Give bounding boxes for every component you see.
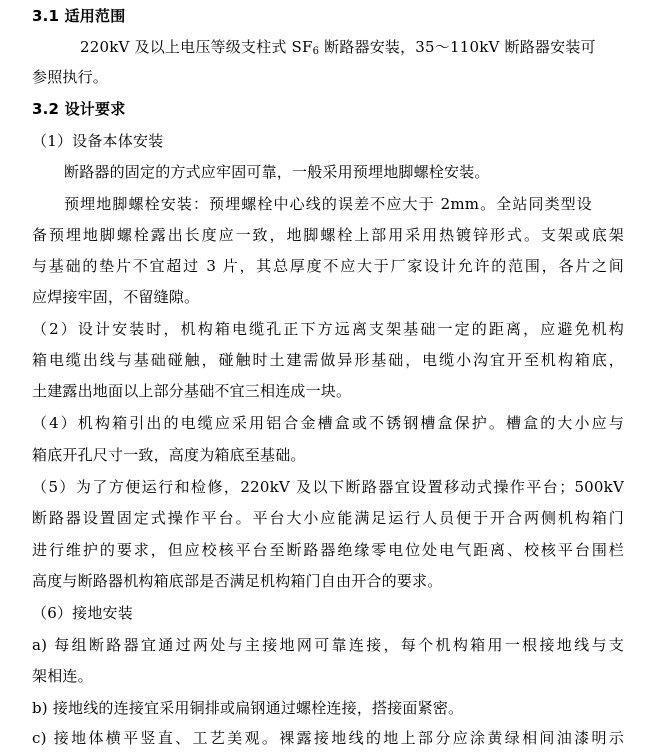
item-4-line: 箱底开孔尺寸一致，高度为箱底至基础。 [32, 446, 306, 464]
item-2-line: 土建露出地面以上部分基础不宜三相连成一块。 [32, 382, 352, 400]
section-3-2-heading: 3.2 设计要求 [32, 100, 126, 118]
item-6b-line: b) 接地线的连接宜采用铜排或扁钢通过螺栓连接，搭接面紧密。 [32, 699, 464, 717]
section-3-1-text-b: 断路器安装，35～110kV 断路器安装可 [319, 38, 596, 56]
item-4-line: （4）机构箱引出的电缆应采用铝合金槽盒或不锈钢槽盒保护。槽盒的大小应与 [32, 414, 624, 432]
item-6a-line: a) 每组断路器宜通过两处与主接地网可靠连接，每个机构箱用一根接地线与支 [32, 636, 624, 654]
item-1-paragraph-line: 断路器的固定的方式应牢固可靠，一般采用预埋地脚螺栓安装。 [64, 163, 490, 181]
section-3-1-text-line: 参照执行。 [32, 68, 109, 86]
item-6-title: （6）接地安装 [32, 604, 133, 622]
item-5-line: 高度与断路器机构箱底部是否满足机构箱门自由开合的要求。 [32, 572, 443, 590]
section-3-1-text-a: 220kV 及以上电压等级支柱式 SF [80, 38, 313, 56]
item-6a-line: 架相连。 [32, 667, 93, 685]
item-6c-line: c) 接地体横平竖直、工艺美观。裸露接地线的地上部分应涂黄绿相间油漆明示 [32, 729, 624, 747]
item-5-line: 进行维护的要求，但应校核平台至断路器绝缘零电位处电气距离、校核平台围栏 [32, 541, 624, 559]
item-1-paragraph-line: 备预埋地脚螺栓露出长度应一致，地脚螺栓上部用采用热镀锌形式。支架或底架 [32, 226, 624, 244]
item-2-line: （2）设计安装时，机构箱电缆孔正下方远离支架基础一定的距离，应避免机构 [32, 320, 624, 338]
section-3-1-text-line [80, 32, 596, 62]
item-5-line: 断路器设置固定式操作平台。平台大小应能满足运行人员便于开合两侧机构箱门 [32, 509, 624, 527]
item-1-paragraph-line: 与基础的垫片不宜超过 3 片，其总厚度不应大于厂家设计允许的范围，各片之间 [32, 257, 624, 275]
item-1-paragraph-line: 应焊接牢固，不留缝隙。 [32, 288, 200, 306]
item-1-title: （1）设备本体安装 [32, 132, 164, 150]
sf6-subscript: 6 [312, 46, 320, 57]
item-1-paragraph-line: 预埋地脚螺栓安装：预埋螺栓中心线的误差不应大于 2mm。全站同类型设 [64, 195, 592, 213]
section-3-1-heading: 3.1 适用范围 [32, 7, 126, 25]
item-5-line: （5）为了方便运行和检修，220kV 及以下断路器宜设置移动式操作平台；500kV [32, 478, 624, 496]
item-2-line: 箱电缆出线与基础碰触，碰触时土建需做异形基础，电缆小沟宜开至机构箱底， [32, 351, 624, 369]
